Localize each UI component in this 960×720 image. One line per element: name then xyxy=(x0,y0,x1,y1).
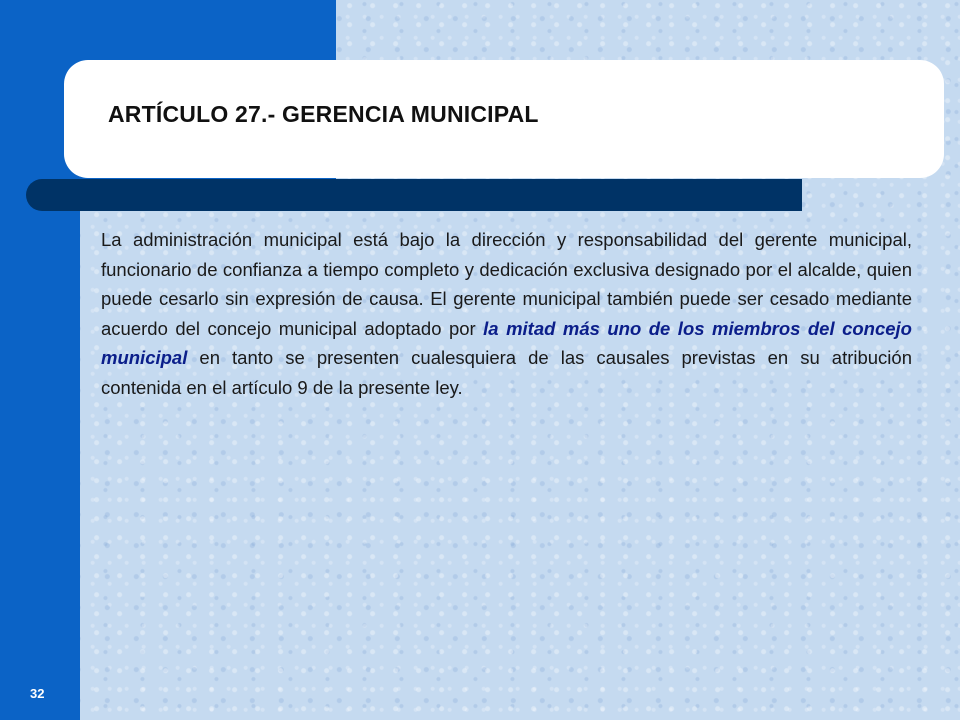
article-paragraph xyxy=(101,225,912,402)
title-divider-bar xyxy=(26,179,802,211)
slide-title: ARTÍCULO 27.- GERENCIA MUNICIPAL xyxy=(108,100,539,127)
paragraph-emphasis: la mitad más uno de los miembros del concejo municipal xyxy=(101,317,912,368)
title-box xyxy=(64,60,944,178)
paragraph-text-part2: en tanto se presenten cualesquiera de las causales previstas en su atribución contenida en el artículo 9 de la presente ley. xyxy=(101,347,912,398)
paragraph-text-part1: La administración municipal está bajo la dirección y responsabilidad del gerente municipal, funcionario de confianza a tiempo completo y dedicación exclusiva designado por el alcalde, quien puede cesarlo sin expresión de causa. El gerente municipal también puede ser cesado mediante acuerdo del concejo municipal adoptado por xyxy=(101,229,912,339)
page-number: 32 xyxy=(30,686,45,701)
